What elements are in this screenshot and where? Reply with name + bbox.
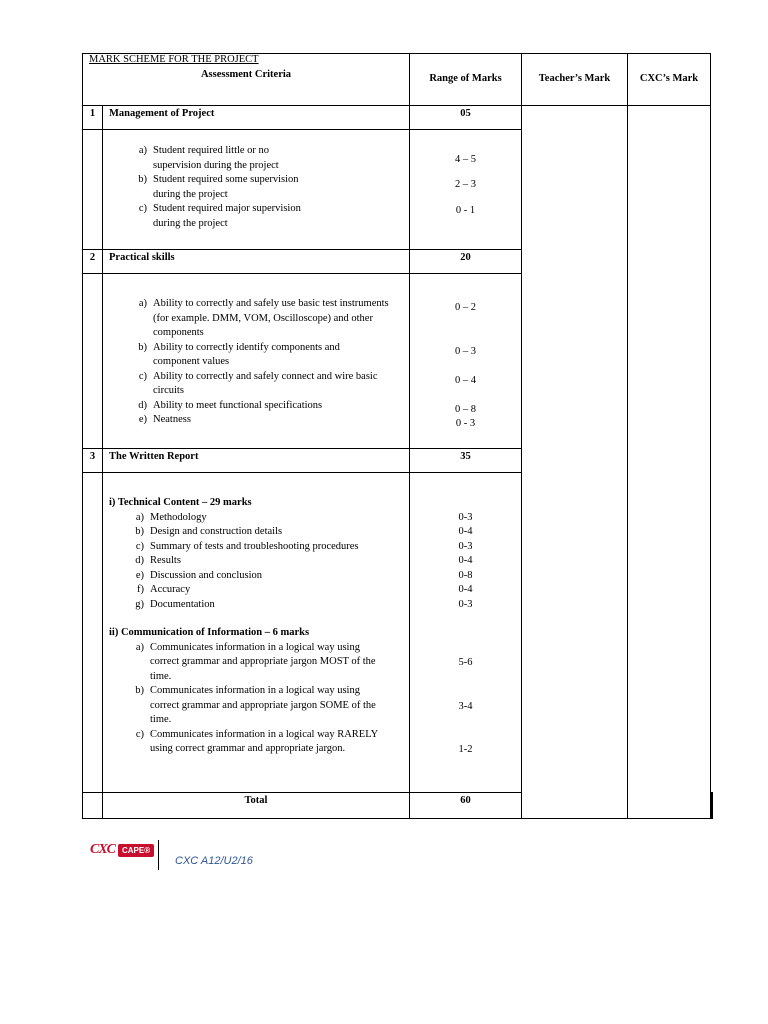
section-2-items (103, 274, 410, 449)
footer-divider (158, 840, 159, 870)
list-item: e) Discussion and conclusion (135, 569, 262, 581)
criteria-header: Assessment Criteria (200, 69, 292, 80)
list-item: b) Ability to correctly identify components and component values (138, 341, 340, 367)
list-item: a) Ability to correctly and safely use basic test instruments (for example. DMM, VOM, Oscilloscope) and other components (138, 298, 389, 338)
section-1-title-row (83, 106, 713, 130)
header-row (83, 54, 713, 106)
section-title: Management of Project (103, 106, 410, 130)
section-1-items (103, 130, 410, 250)
list-item: c) Communicates information in a logical way RARELY using correct grammar and appropriate jargon. (135, 728, 378, 754)
subsection-title: ii) Communication of Information – 6 marks (109, 627, 310, 638)
teacher-mark-cell[interactable] (522, 106, 628, 819)
cxc-mark-header: CXC’s Mark (628, 54, 711, 106)
list-item: g) Documentation (135, 598, 215, 610)
criteria-header-cell (83, 54, 410, 106)
section-2-marks: 0 – 2 0 – 3 0 – 4 0 – 8 0 - 3 (410, 274, 522, 449)
section-3-items (103, 473, 410, 793)
section-3-marks: 0-3 0-4 0-3 0-4 0-8 0-4 0-3 5-6 3-4 1-2 (410, 473, 522, 793)
section-total: 05 (410, 106, 522, 130)
list-item: d) Results (135, 555, 181, 566)
list-item: e) Neatness (138, 414, 191, 425)
cape-badge: CAPE® (118, 844, 154, 857)
mark-scheme-table (82, 53, 713, 819)
section-3-title-row: 3 The Written Report 35 (83, 449, 713, 473)
list-item: a) Communicates information in a logical way using correct grammar and appropriate jargon MOST of the time. (135, 641, 376, 682)
total-label: Total (103, 793, 410, 819)
list-item: d) Ability to meet functional specifications (138, 399, 323, 411)
section-2-title-row: 2 Practical skills 20 (83, 250, 713, 274)
subsection-title: i) Technical Content – 29 marks (109, 497, 252, 508)
page-title: MARK SCHEME FOR THE PROJECT (89, 54, 259, 65)
list-item: f) Accuracy (137, 584, 191, 595)
list-item: c) Ability to correctly and safely connect and wire basic circuits (138, 370, 378, 396)
document-code: CXC A12/U2/16 (175, 855, 253, 867)
cxc-total-cell[interactable] (712, 793, 713, 819)
cxc-logo-mark: CXC (90, 842, 116, 857)
section-number: 1 (83, 106, 103, 130)
range-header: Range of Marks (410, 54, 522, 106)
teacher-mark-header: Teacher’s Mark (522, 54, 628, 106)
total-value: 60 (410, 793, 522, 819)
list-item: b) Student required some supervision during the project (138, 174, 299, 200)
section-1-marks: 4 – 5 2 – 3 0 - 1 (410, 130, 522, 250)
list-item: c) Student required major supervision during the project (138, 203, 301, 229)
cxc-mark-cell[interactable] (628, 106, 711, 819)
list-item: b) Design and construction details (135, 526, 283, 537)
list-item: a) Methodology (135, 511, 207, 523)
list-item: c) Summary of tests and troubleshooting procedures (135, 540, 359, 552)
cxc-cape-logo (90, 842, 154, 858)
list-item: b) Communicates information in a logical way using correct grammar and appropriate jargon SOME of the time. (135, 685, 376, 725)
list-item: a) Student required little or no supervision during the project (138, 145, 279, 171)
